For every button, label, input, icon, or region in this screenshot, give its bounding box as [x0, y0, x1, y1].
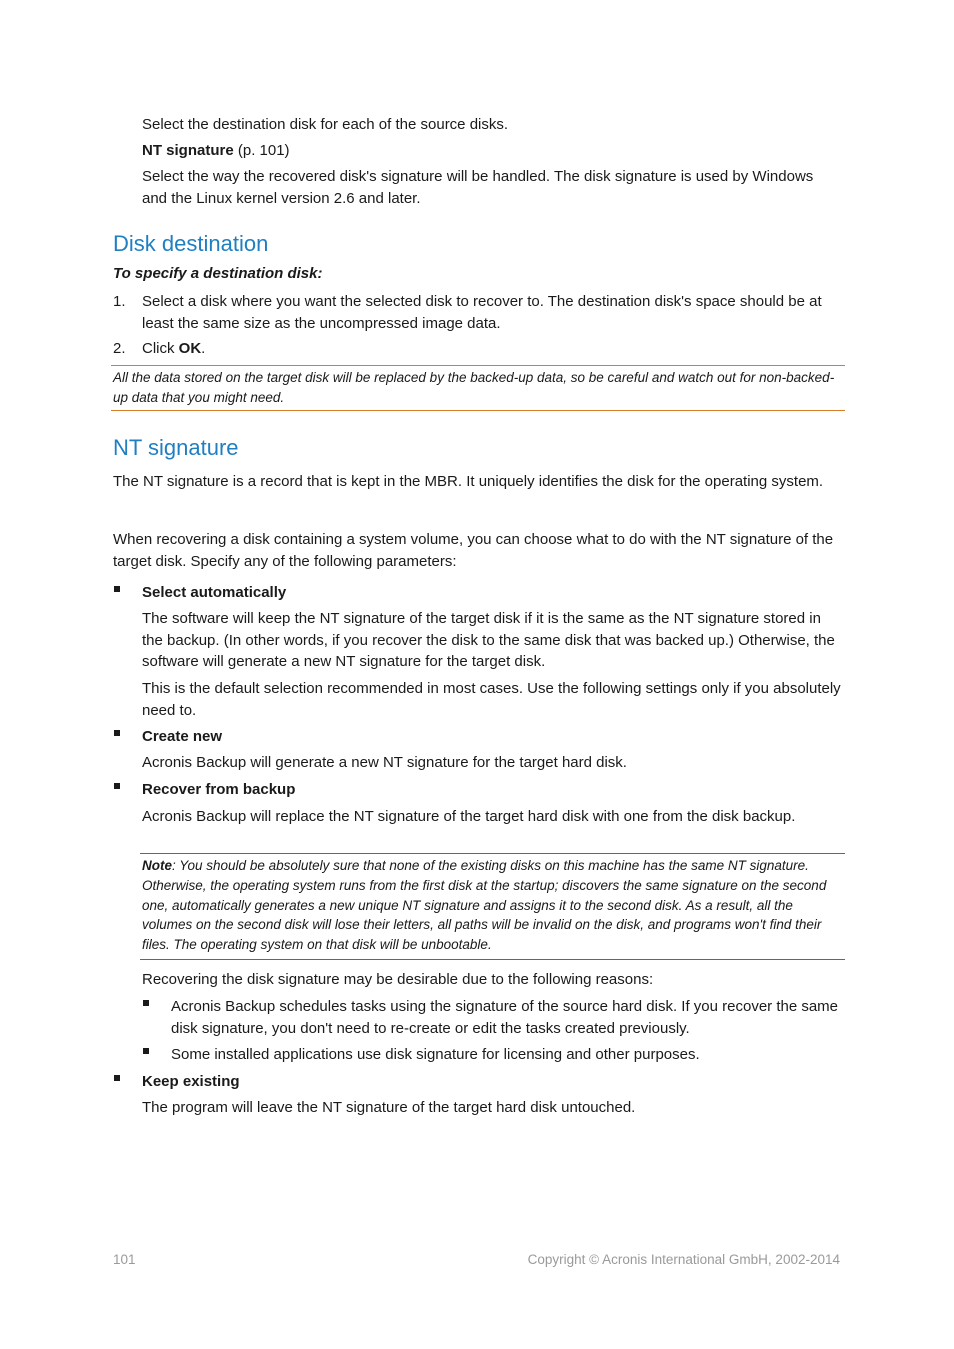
- note-label: Note: [142, 858, 172, 873]
- reason-item: Some installed applications use disk signature for licensing and other purposes.: [171, 1046, 700, 1063]
- ok-label: OK: [178, 340, 202, 357]
- reason-item: Acronis Backup schedules tasks using the signature of the source hard disk. If you recover the same disk signature, you don't need to re-create or edit the tasks created previously.: [171, 998, 839, 1037]
- bullet-icon: [143, 1000, 151, 1008]
- step-number: 2.: [113, 340, 126, 357]
- option-select-automatically: Select automatically: [142, 584, 287, 601]
- option-description: The software will keep the NT signature of the target disk if it is the same as the NT signature stored in the backup. (In other words, if you recover the disk to the same disk that was backed up.) Otherwise, the software will generate a new NT signature for the target disk.: [142, 610, 835, 670]
- intro-line: Select the destination disk for each of the source disks.: [142, 116, 509, 133]
- step-text: Select a disk where you want the selected disk to recover to. The destination disk's space should be at least the same size as the uncompressed image data.: [142, 293, 822, 332]
- option-description: Acronis Backup will replace the NT signature of the target hard disk with one from the disk backup.: [142, 808, 796, 825]
- procedure-title: To specify a destination disk:: [113, 265, 323, 282]
- bullet-icon: [143, 1048, 151, 1056]
- reasons-intro: Recovering the disk signature may be desirable due to the following reasons:: [142, 971, 654, 988]
- option-description: This is the default selection recommended in most cases. Use the following settings only if you absolutely need to.: [142, 680, 841, 719]
- page-number: 101: [113, 1252, 136, 1267]
- warning-box: All the data stored on the target disk will be replaced by the backed-up data, so be careful and watch out for non-backed-up data that you might need.: [111, 365, 845, 411]
- note-text: : You should be absolutely sure that none of the existing disks on this machine has the same NT signature. Otherwise, the operating system runs from the first disk at the startup; discovers the same signature on the second one, automatically generates a new unique NT signature and assigns it to the second disk. As a result, all the volumes on the second disk will lose their letters, all paths will be invalid on the disk, and programs won't find their files. The operating system on that disk will be unbootable.: [142, 858, 827, 953]
- bullet-icon: [114, 586, 122, 594]
- bullet-icon: [114, 783, 122, 791]
- step-text-post: .: [201, 340, 206, 357]
- option-description: The program will leave the NT signature of the target hard disk untouched.: [142, 1099, 636, 1116]
- nt-signature-heading: NT signature: [113, 435, 239, 460]
- option-description: Acronis Backup will generate a new NT signature for the target hard disk.: [142, 754, 627, 771]
- bullet-icon: [114, 730, 122, 738]
- nt-signature-definition: The NT signature is a record that is kept in the MBR. It uniquely identifies the disk for the operating system.: [113, 473, 824, 490]
- disk-destination-heading: Disk destination: [113, 231, 269, 256]
- option-keep-existing: Keep existing: [142, 1073, 240, 1090]
- copyright-notice: Copyright © Acronis International GmbH, 2002-2014: [527, 1252, 840, 1267]
- bullet-icon: [114, 1075, 122, 1083]
- step-number: 1.: [113, 293, 126, 310]
- option-recover-from-backup: Recover from backup: [142, 781, 296, 798]
- step-text-pre: Click: [142, 340, 179, 357]
- nt-signature-link[interactable]: NT signature: [142, 142, 234, 159]
- intro-description: Select the way the recovered disk's signature will be handled. The disk signature is used by Windows and the Linux kernel version 2.6 and later.: [142, 168, 814, 207]
- note-box: [140, 853, 845, 960]
- nt-signature-options-intro: When recovering a disk containing a system volume, you can choose what to do with the NT signature of the target disk. Specify any of the following parameters:: [113, 531, 834, 570]
- step-text: [142, 338, 842, 360]
- page-reference: (p. 101): [233, 142, 290, 159]
- option-create-new: Create new: [142, 728, 223, 745]
- nt-signature-reference: [142, 140, 842, 162]
